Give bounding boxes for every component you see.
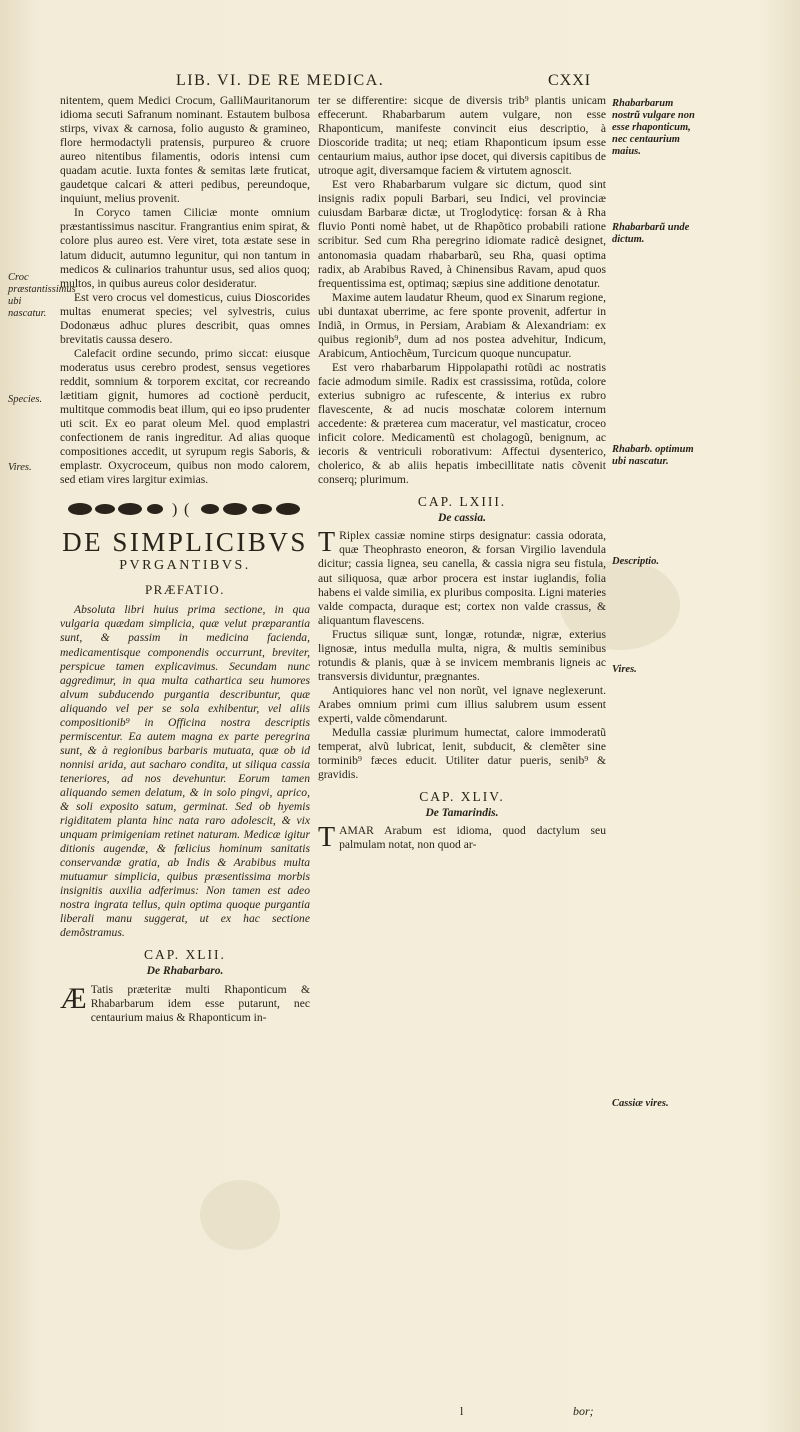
margin-note-left: Species. [8, 394, 43, 405]
margin-note-left: Croc præstantissimus ubi nascatur. [8, 272, 76, 319]
left-column [60, 94, 310, 1025]
page-number: CXXI [548, 72, 592, 89]
svg-text:): ) [172, 501, 178, 519]
chapter-text-body: AMAR Arabum est idioma, quod dactylum seu palmulam notat, non quod ar- [339, 824, 606, 852]
chapter-text [60, 983, 310, 1025]
catchword: bor; [573, 1404, 594, 1418]
chapter-text-body: Riplex cassiæ nomine stirps designatur: cassia odorata, quæ Theophrasto eneoron, & forsan Virgilio lavendula dicitur; cassia lignea, seu canella, & cassia nigra seu fistula, aut siliquosa, quæ arbor procera est instar iuglandis, folia habens ei valde similia, ex pluribus composita. Ligni materies valde compacta, duraque est; cortex non valde crassus, & aliquantum flavescens. [318, 529, 606, 627]
paragraph: Calefacit ordine secundo, primo siccat: eiusque moderatus usus cerebro prodest, sensus vegetiores reddit, somnium & torporem excitat, cor recreando lætitiam gignit, humores ad coctionè perducit, multitque commodis beat illum, qui eo ipso prudenter uti scit. Ex eo parat oleum Mel. quod emplastri confectionem de ranis ingreditur. Ad alias quoque compositiones accedit, ut syrupum regis Saboris, & emplastr. Oxycroceum, quibus non modo calorem, sed etiam vires largitur eximias. [60, 346, 310, 487]
chapter-subtitle: De Tamarindis. [425, 807, 499, 820]
chapter-heading: CAP. LXIII. [417, 494, 507, 510]
chapter-heading: CAP. XLIV. [419, 789, 505, 805]
margin-note-right: Vires. [612, 664, 637, 675]
paragraph: Est vero Rhabarbarum vulgare sic dictum, quod sint insignis radix populi Barbari, seu Indici, vel provinciæ cuiusdam Barbaræ dictæ, ut Troglodyticę: forsan & à Rha fluvio Ponti nomè habet, ut de Rhapõtico probabili ratione scribitur. Sed cum Rha peregrino idiomate radicè designet, antonomasia quadam rhabarbarũ, seu Rha, quasi optima radix, ab Arabibus Raved, à Chinensibus Ravam, apud quos frequentissima est, optimaq; sæpius sine additione denotatur. [318, 178, 606, 290]
chapter-subtitle: De cassia. [438, 512, 486, 525]
margin-note-right: Rhabarb. optimum ubi nascatur. [612, 444, 694, 467]
chapter-text-body: Tatis præteritæ multi Rhaponticum & Rhabarbarum idem esse putarunt, nec centaurium maius & Rhaponticum in- [90, 982, 310, 1024]
chapter-heading: CAP. XLII. [144, 947, 226, 963]
right-column [318, 94, 606, 852]
chapter-text [318, 824, 606, 852]
paragraph: Maxime autem laudatur Rheum, quod ex Sinarum regione, ubi duntaxat uberrime, ac fere sponte provenit, adfertur in Indiã, in Ormus, in Persiam, Arabiam & Alexandriam: ex quibus regionib⁹, dum ad nos postea advehitur, Indicum, Arabicum, Antiochẽum, Turcicum quoque nuncupatur. [318, 290, 606, 360]
praefatio-heading: PRÆFATIO. [144, 582, 226, 598]
paragraph: Antiquiores hanc vel non norũt, vel ignave neglexerunt. Arabes omnium primi cum illius salubrem usum essent experti, valde cõmendarunt. [318, 683, 606, 725]
margin-note-right: Cassiæ vires. [612, 1098, 669, 1109]
paragraph: In Coryco tamen Ciliciæ monte omnium præstantissimus nascitur. Frangrantius enim spirat, & colore plus aureo est. Vere viret, tota æstate sese in latum diducit, autumno legunitur, qui non tantum in medicos & culinarios trahuntur usus, sed alios quoq; multos, in quibus aureus color desideratur. [60, 206, 310, 290]
paragraph: Est vero rhabarbarum Hippolapathi rotũdi ac nostratis facie admodum simile. Radix est crassissima, rotũda, colore exterius subnigro ac rufescente, & interius ex rubro flavescente, & ad nucis moschatæ colorem internum accedente: & præterea cum maceratur, vel masticatur, croceo inficit colore. Medicamentũ est cholagogũ, benignum, ac iecoris & ventriculi roborativum: Affectui dysenterico, cholerico, & ab aliis hepatis imbecillitate natis cõvenit conserq; plurimum. [318, 360, 606, 487]
margin-note-right: Rhabarbarũ unde dictum. [612, 222, 690, 245]
paragraph: Fructus siliquæ sunt, longæ, rotundæ, nigræ, exterius lignosæ, intus medulla multa, nigra, & multis seminibus rotundis & planis, quæ à se invicem membranis ligneis ac transversis dividuntur, prægnantes. [318, 627, 606, 683]
chapter-subtitle: De Rhabarbaro. [146, 965, 224, 978]
chapter-text [318, 529, 606, 627]
printers-ornament [60, 497, 310, 521]
drop-cap: T [318, 822, 336, 854]
margin-note-right: Descriptio. [612, 556, 659, 567]
margin-note-right: Rhabarbarum nostrũ vulgare non esse rhaponticum, nec centaurium maius. [612, 98, 695, 157]
paragraph: nitentem, quem Medici Crocum, GalliMauritanorum idioma secuti Safranum nominant. Estautem bulbosa stirps, vivax & carnosa, folio augusto & gramineo, flore hermodactyli pratensis, purpureo & cruore aureo nitentibus filamentis, odoris intensi cum quadam acutie. Iuxta fontes & semitas læte fruticat, gaudetque calcari & atteri pedibus, pereundoque, inquiunt, melius provenit. [60, 94, 310, 206]
margin-note-left: Vires. [8, 462, 32, 473]
section-title: DE SIMPLICIBVS [62, 527, 308, 558]
signature-mark: l [460, 1404, 464, 1418]
paragraph: Est vero crocus vel domesticus, cuius Dioscorides multas enumerat species; vel sylvestris, cuius Dodonæus adhuc plures describit, quas omnes brevitatis caussa desero. [60, 290, 310, 346]
section-subtitle: PVRGANTIBVS. [119, 558, 251, 574]
svg-text:(: ( [184, 501, 190, 519]
paragraph: ter se differentire: sicque de diversis trib⁹ plantis unicam effecerunt. Rhabarbarum autem vulgare, non esse Rhaponticum, manifeste convincit eius descriptio, à Dioscoride tradita; ut neq; etiam Rhaponticum ipsum esse centaurium maius, author ipse docet, qui diversis capitibus de utroque agit, diversamque faciem & virtutem agnoscit. [318, 94, 606, 178]
praefatio-text: Absoluta libri huius prima sectione, in qua vulgaria quædam simplicia, quæ velut præparantia sunt, & passim in medicina facienda, medicamentisque componendis occurrunt, breviter, perspicue tamen explicavimus. Secundam nunc aggredimur, in qua multa cathartica seu humores alvum subducendo purgantia describuntur, quæ aliquando vel per se sola exhibentur, vel aliis compositionib⁹ in Officina nostra descriptis permiscentur. Ea autem magna ex parte peregrina sunt, & à regionibus barbaris mutuata, quæ ob id nonnisi arida, aut sacharo condita, ut siliqua cassia teneriores, ad nos devehuntur. Eorum tamen aliquando semen delatum, & in solo pingvi, aprico, & soli exposito satum, germinat. Sed ob hyemis rigiditatem planta hinc nata raro adolescit, & vix unquam primigeniam retinet naturam. Medicæ igitur ditionis augendæ, & fœlicius hominum sanitatis conservandæ gratia, ab Indis & Arabibus multa mutuamur simplicia, quibus præsentissima morbis insignitis auxilia adferimus: Non tamen est adeo nostra ingrata tellus, quin optima quoque purgantia liberali manu suggerat, ut ex hac sectione demõstramus. [60, 603, 310, 940]
drop-cap: T [318, 527, 336, 559]
header-title: LIB. VI. DE RE MEDICA. [176, 72, 385, 89]
drop-cap: Æ [60, 981, 87, 1015]
paragraph: Medulla cassiæ plurimum humectat, calore immoderatũ temperat, alvũ lubricat, lenit, subducit, & clemẽter sine torminib⁹ fæces educit. Utiliter datur pueris, senib⁹ & gravidis. [318, 726, 606, 782]
